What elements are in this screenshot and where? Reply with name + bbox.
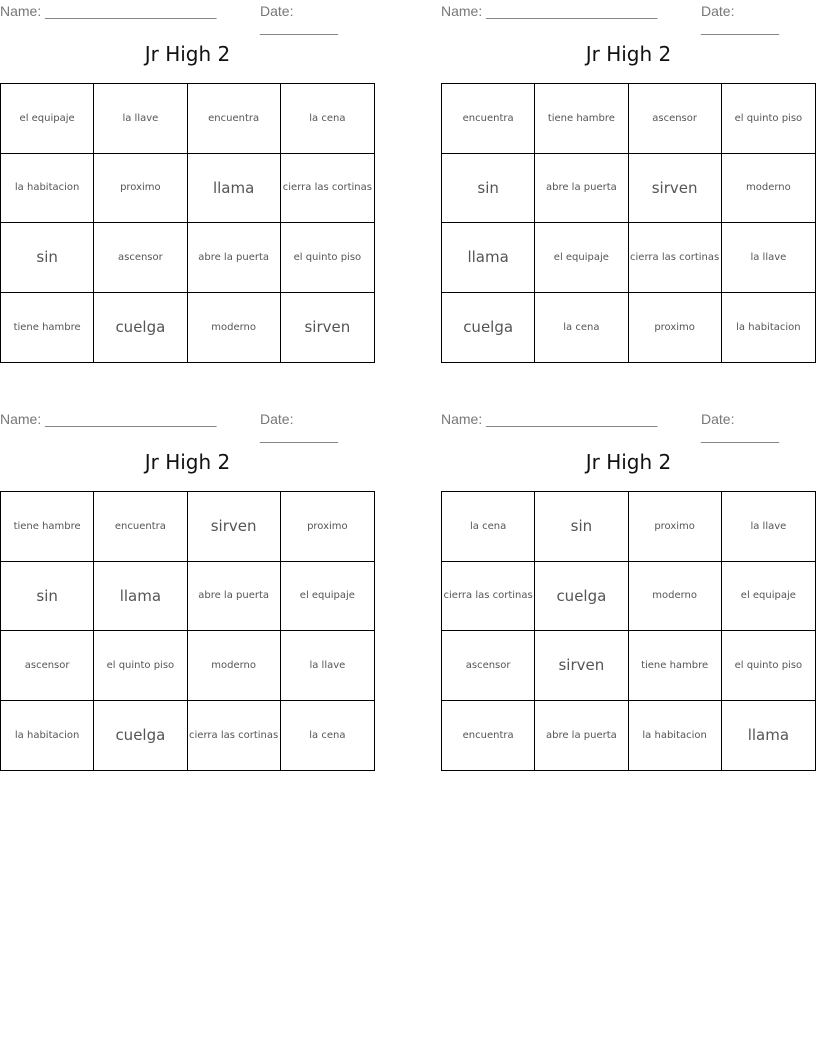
- bingo-card: [0, 0, 375, 337]
- bingo-cell: sirven: [629, 154, 722, 224]
- bingo-cell: llama: [747, 726, 790, 745]
- bingo-cell: sirven: [304, 318, 351, 337]
- bingo-cell: abre la puerta: [188, 223, 281, 293]
- bingo-cell: cuelga: [94, 293, 187, 363]
- name-field: Name: ______________________: [441, 411, 658, 427]
- bingo-cell: cierra las cortinas: [442, 562, 535, 632]
- bingo-cell: el equipaje: [722, 562, 815, 632]
- bingo-cell: llama: [442, 223, 535, 293]
- bingo-cell: la cena: [535, 293, 628, 363]
- bingo-cell: cierra las cortinas: [188, 701, 281, 771]
- bingo-cell: cuelga: [535, 562, 628, 632]
- card-header: [441, 0, 816, 35]
- bingo-grid: [0, 83, 375, 363]
- bingo-cell: ascensor: [1, 631, 94, 701]
- bingo-cell: cuelga: [442, 293, 535, 363]
- bingo-card: [441, 0, 816, 337]
- bingo-cell: moderno: [629, 562, 722, 632]
- bingo-cell: tiene hambre: [629, 631, 722, 701]
- bingo-cell: proximo: [629, 293, 722, 363]
- bingo-cell: encuentra: [442, 701, 535, 771]
- bingo-grid: [441, 83, 816, 363]
- bingo-cell: la llave: [94, 84, 187, 154]
- bingo-cell: abre la puerta: [535, 701, 628, 771]
- bingo-cell: la cena: [281, 84, 374, 154]
- bingo-card: [441, 408, 816, 745]
- bingo-cell: la cena: [309, 729, 346, 741]
- bingo-cell: moderno: [188, 293, 281, 363]
- bingo-cell: abre la puerta: [535, 154, 628, 224]
- bingo-cell: el quinto piso: [94, 631, 187, 701]
- bingo-cell: tiene hambre: [535, 84, 628, 154]
- bingo-cell: proximo: [281, 492, 374, 562]
- name-field: Name: ______________________: [0, 411, 217, 427]
- bingo-cell: el equipaje: [1, 84, 94, 154]
- card-title: Jr High 2: [585, 450, 672, 474]
- bingo-cell: sin: [1, 223, 94, 293]
- bingo-cell: proximo: [629, 492, 722, 562]
- bingo-card: [0, 408, 375, 745]
- bingo-cell: cierra las cortinas: [281, 154, 374, 224]
- card-header: [441, 408, 816, 443]
- bingo-cell: la habitacion: [1, 701, 94, 771]
- bingo-cell: sin: [442, 154, 535, 224]
- bingo-cell: llama: [188, 154, 281, 224]
- card-title: Jr High 2: [144, 42, 231, 66]
- bingo-grid: [0, 491, 375, 771]
- name-field: Name: ______________________: [441, 3, 658, 19]
- bingo-cell: la habitacion: [1, 154, 94, 224]
- bingo-cell: llama: [94, 562, 187, 632]
- bingo-cell: encuentra: [188, 84, 281, 154]
- bingo-cell: la habitacion: [629, 701, 722, 771]
- bingo-cell: tiene hambre: [1, 293, 94, 363]
- bingo-cell: el quinto piso: [722, 631, 815, 701]
- bingo-cell: ascensor: [629, 84, 722, 154]
- bingo-cell: la cena: [442, 492, 535, 562]
- bingo-cell: abre la puerta: [188, 562, 281, 632]
- card-header: [0, 0, 375, 35]
- bingo-cell: encuentra: [94, 492, 187, 562]
- bingo-cell: moderno: [722, 154, 815, 224]
- bingo-cell: el quinto piso: [722, 84, 815, 154]
- bingo-cell: ascensor: [94, 223, 187, 293]
- bingo-cell: ascensor: [442, 631, 535, 701]
- bingo-cell: proximo: [94, 154, 187, 224]
- date-field: Date: __________: [260, 3, 338, 35]
- bingo-cell: sin: [535, 492, 628, 562]
- card-title: Jr High 2: [585, 42, 672, 66]
- bingo-cell: encuentra: [442, 84, 535, 154]
- name-field: Name: ______________________: [0, 3, 217, 19]
- bingo-cell: el quinto piso: [281, 223, 374, 293]
- card-header: [0, 408, 375, 443]
- bingo-cell: sirven: [535, 631, 628, 701]
- date-field: Date: __________: [701, 411, 779, 443]
- bingo-cell: la llave: [281, 631, 374, 701]
- bingo-cell: cuelga: [94, 701, 187, 771]
- bingo-cell: sirven: [188, 492, 281, 562]
- bingo-cell: moderno: [188, 631, 281, 701]
- bingo-cell: la llave: [722, 492, 815, 562]
- bingo-cell: el equipaje: [535, 223, 628, 293]
- bingo-cell: cierra las cortinas: [629, 223, 722, 293]
- bingo-grid: [441, 491, 816, 771]
- bingo-cell: sin: [1, 562, 94, 632]
- bingo-cell: tiene hambre: [1, 492, 94, 562]
- date-field: Date: __________: [260, 411, 338, 443]
- bingo-cell: la llave: [722, 223, 815, 293]
- bingo-cell: la habitacion: [736, 321, 801, 333]
- date-field: Date: __________: [701, 3, 779, 35]
- bingo-cell: el equipaje: [281, 562, 374, 632]
- card-title: Jr High 2: [144, 450, 231, 474]
